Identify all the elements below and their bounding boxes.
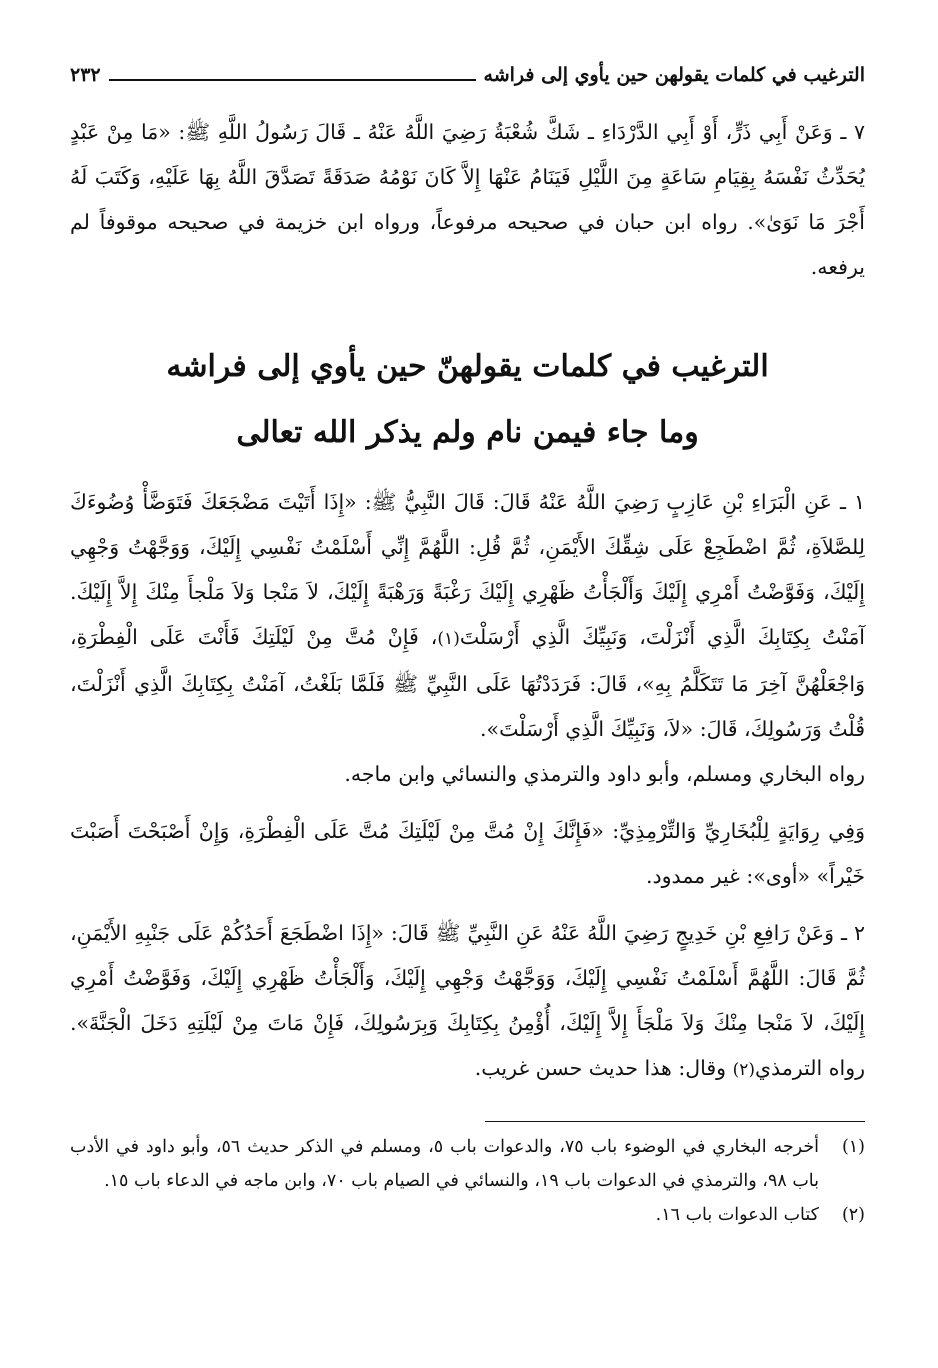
- chapter-heading: [70, 334, 865, 466]
- running-head-title: الترغيب في كلمات يقولهن حين يأوي إلى فراشه: [483, 64, 865, 86]
- hadith-7-text: ٧ ـ وَعَنْ أَبِي ذَرٍّ، أَوْ أَبِي الدَّرْدَاءِ ـ شَكَّ شُعْبَةُ رَضِيَ اللَّهُ عَنْهُ ـ قَالَ رَسُولُ اللَّهِ ﷺ: «مَا مِنْ عَبْدٍ يُحَدِّثُ نَفْسَهُ بِقِيَامِ سَاعَةٍ مِنَ اللَّيْلِ فَيَنَامُ عَنْهَا إِلاَّ كَانَ نَوْمُهُ صَدَقَةً تَصَدَّقَ اللَّهُ بِهَا عَلَيْهِ، وَكَتَبَ لَهُ أَجْرَ مَا نَوَىٰ». رواه ابن حبان في صحيحه مرفوعاً، ورواه ابن خزيمة في صحيحه موقوفاً لم يرفعه.: [70, 120, 865, 279]
- footnote-1-text: أخرجه البخاري في الوضوء باب ٧٥، والدعوات باب ٥، ومسلم في الذكر حديث ٥٦، وأبو داود في الأدب باب ٩٨، والترمذي في الدعوات باب ١٩، والنسائي في الصيام باب ٧٠، وابن ماجه في الدعاء باب ١٥.: [70, 1137, 819, 1191]
- footnote-1: [70, 1130, 865, 1198]
- footnote-2-number: (٢): [841, 1205, 865, 1225]
- hadith-1-source: رواه البخاري ومسلم، وأبو داود والترمذي والنسائي وابن ماجه.: [344, 762, 865, 786]
- hadith-1-text-cont: ، فَإِنْ مُتَّ مِنْ لَيْلَتِكَ فَأَنْتَ عَلَى الْفِطْرَةِ، وَاجْعَلْهُنَّ آخِرَ مَا تَتَكَلَّمُ بِهِ»، قَالَ: فَرَدَدْتُهَا عَلَى النَّبِيِّ ﷺ فَلَمَّا بَلَغْتُ، آمَنْتُ بِكِتَابِكَ الَّذِي أَنْزَلْتَ، قُلْتُ وَرَسُولِكَ، قَالَ: «لاَ، وَنَبِيِّكَ الَّذِي أَرْسَلْتَ».: [70, 625, 865, 741]
- page-number: ٢٣٢: [70, 64, 101, 86]
- variant-note: «أوى»: غير ممدود.: [646, 864, 811, 888]
- hadith-2-text-cont: وقال: هذا حديث حسن غريب.: [474, 1056, 733, 1080]
- running-head-rule: [109, 79, 476, 81]
- hadith-1-paragraph: [70, 480, 865, 752]
- hadith-2-paragraph: [70, 911, 865, 1093]
- hadith-1-text: ١ ـ عَنِ الْبَرَاءِ بْنِ عَازِبٍ رَضِيَ اللَّهُ عَنْهُ قَالَ: قَالَ النَّبِيُّ ﷺ: «إِذَا أَتَيْتَ مَضْجَعَكَ فَتَوَضَّأْ وُضُوءَكَ لِلصَّلاَةِ، ثُمَّ اضْطَجِعْ عَلَى شِقِّكَ الأَيْمَنِ، ثُمَّ قُلِ: اللَّهُمَّ إِنِّي أَسْلَمْتُ نَفْسِي إِلَيْكَ، وَوَجَّهْتُ وَجْهِي إِلَيْكَ، وَفَوَّضْتُ أَمْرِي إِلَيْكَ وَأَلْجَأْتُ ظَهْرِي إِلَيْكَ رَغْبَةً وَرَهْبَةً إِلَيْكَ، لاَ مَنْجا وَلاَ مَلْجأَ مِنْكَ إِلاَّ إِلَيْكَ. آمَنْتُ بِكِتَابِكَ الَّذِي أَنْزَلْتَ، وَنَبِيِّكَ الَّذِي أَرْسَلْتَ: [70, 490, 865, 649]
- footnote-2: [70, 1198, 865, 1232]
- hadith-7-paragraph: [70, 110, 865, 290]
- chapter-heading-line-1: الترغيب في كلمات يقولهنّ حين يأوي إلى فراشه: [166, 349, 769, 384]
- hadith-2-text: ٢ ـ وَعَنْ رَافِعِ بْنِ خَدِيجٍ رَضِيَ اللَّهُ عَنْهُ عَنِ النَّبِيِّ ﷺ قَالَ: «إِذَا اضْطَجَعَ أَحَدُكُمْ عَلَى جَنْبِهِ الأَيْمَنِ، ثُمَّ قَالَ: اللَّهُمَّ أَسْلَمْتُ نَفْسِي إِلَيْكَ، وَوَجَّهْتُ وَجْهِي إِلَيْكَ، وَأَلْجَأْتُ ظَهْرِي إِلَيْكَ، وَفَوَّضْتُ أَمْرِي إِلَيْكَ، لاَ مَنْجا مِنْكَ وَلاَ مَلْجَأَ إِلاَّ إِلَيْكَ، أُؤْمِنُ بِكِتَابِكَ وَبِرَسُولِكَ، فَإِنْ مَاتَ مِنْ لَيْلَتِهِ دَخَلَ الْجَنَّةَ». رواه الترمذي: [70, 921, 865, 1080]
- footnote-2-text: كتاب الدعوات باب ١٦.: [655, 1205, 819, 1225]
- running-head: [70, 64, 865, 88]
- footnote-divider: [485, 1121, 865, 1122]
- footnote-ref-1: (١): [437, 629, 460, 649]
- footnote-1-number: (١): [841, 1137, 865, 1157]
- book-page: [70, 64, 865, 1232]
- hadith-1-source-paragraph: [70, 752, 865, 797]
- chapter-heading-line-2: وما جاء فيمن نام ولم يذكر الله تعالى: [236, 415, 699, 450]
- variant-paragraph: [70, 809, 865, 899]
- footnote-ref-2: (٢): [732, 1060, 756, 1080]
- variant-text: وَفِي رِوَايَةٍ لِلْبُخَارِيِّ وَالتِّرْمِذِيِّ: «فَإِنَّكَ إِنْ مُتَّ مِنْ لَيْلَتِكَ مُتَّ عَلَى الْفِطْرَةِ، وَإِنْ أَصْبَحْتَ أَصَبْتَ خَيْراً»: [70, 819, 865, 888]
